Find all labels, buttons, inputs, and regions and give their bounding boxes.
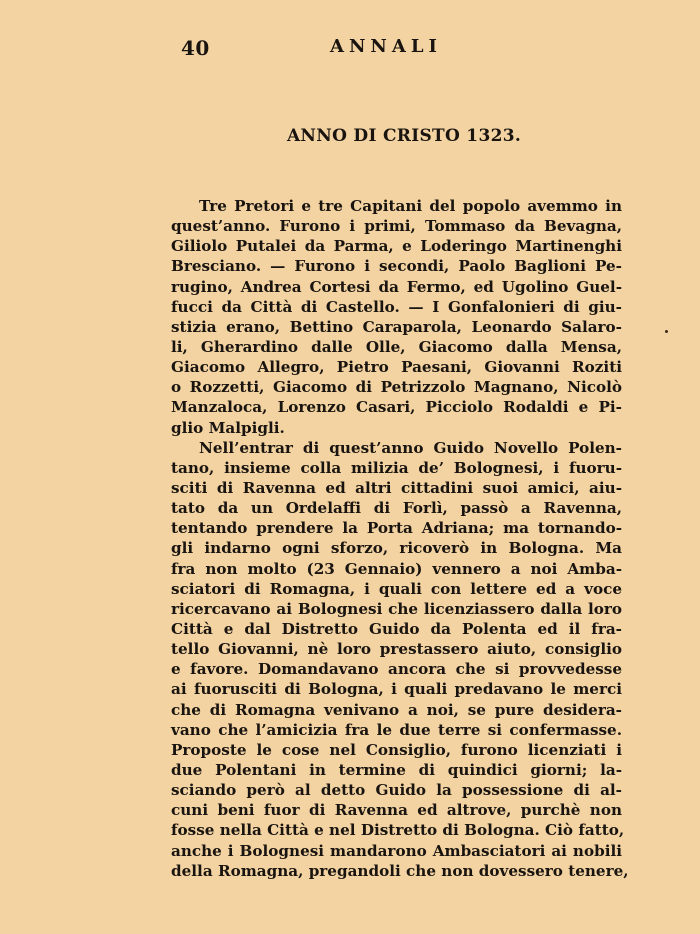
- text-line: gli indarno ogni sforzo, ricoverò in Bologna. Ma: [171, 539, 622, 558]
- text-line: rugino, Andrea Cortesi da Fermo, ed Ugolino Guel-: [171, 277, 622, 296]
- text-line: Tre Pretori e tre Capitani del popolo avemmo in: [199, 197, 622, 215]
- text-line: cuni beni fuor di Ravenna ed altrove, purchè non: [171, 801, 622, 820]
- text-line: sciando però al detto Guido la possessione di al-: [171, 781, 622, 800]
- text-line: sciatori di Romagna, i quali con lettere ed a voce: [171, 579, 622, 598]
- paragraph-2: [171, 438, 629, 881]
- text-line: stizia erano, Bettino Caraparola, Leonardo Salaro-: [171, 317, 622, 336]
- text-line: ricercavano ai Bolognesi che licenziassero dalla loro: [171, 599, 622, 618]
- text-line: Giacomo Allegro, Pietro Paesani, Giovanni Roziti: [171, 358, 622, 377]
- text-line: due Polentani in termine di quindici giorni; la-: [171, 760, 622, 779]
- text-line: tentando prendere la Porta Adriana; ma tornando-: [171, 519, 622, 538]
- text-line: tello Giovanni, nè loro prestassero aiuto, consiglio: [171, 640, 622, 659]
- text-line: li, Gherardino dalle Olle, Giacomo dalla Mensa,: [171, 337, 622, 356]
- page-number: 40: [181, 36, 210, 60]
- text-line: o Rozzetti, Giacomo di Petrizzolo Magnano, Nicolò: [171, 378, 622, 397]
- text-line: fra non molto (23 Gennaio) vennero a noi Amba-: [171, 559, 622, 578]
- text-line: della Romagna, pregandoli che non dovessero tenere,: [171, 861, 629, 880]
- text-line: fucci da Città di Castello. — I Gonfalonieri di giu-: [171, 297, 622, 316]
- text-line: Nell’entrar di quest’anno Guido Novello Polen-: [199, 438, 622, 457]
- text-line: sciti di Ravenna ed altri cittadini suoi amici, aiu-: [171, 478, 622, 497]
- text-line: Città e dal Distretto Guido da Polenta ed il fra-: [171, 619, 622, 638]
- running-head: [0, 36, 700, 60]
- text-line: anche i Bolognesi mandarono Ambasciatori ai nobili: [171, 841, 622, 860]
- body-text: [171, 196, 629, 881]
- text-line: Manzaloca, Lorenzo Casari, Picciolo Rodaldi e Pi-: [171, 398, 622, 417]
- chapter-title: ANNO DI CRISTO 1323.: [286, 126, 522, 146]
- text-line: Proposte le cose nel Consiglio, furono licenziati i: [171, 740, 622, 759]
- text-line: Giliolo Putalei da Parma, e Loderingo Martinenghi: [171, 237, 622, 256]
- text-line: e favore. Domandavano ancora che si provvedesse: [171, 660, 622, 679]
- text-line: tano, insieme colla milizia de’ Bolognesi, i fuoru-: [171, 458, 622, 477]
- text-line: tato da un Ordelaffi di Forlì, passò a Ravenna,: [171, 499, 622, 518]
- paper-speck: [665, 330, 668, 333]
- text-line: glio Malpigli.: [171, 418, 285, 437]
- text-line: fosse nella Città e nel Distretto di Bologna. Ciò fatto,: [171, 821, 625, 840]
- text-line: Bresciano. — Furono i secondi, Paolo Baglioni Pe-: [171, 257, 622, 276]
- text-line: ai fuorusciti di Bologna, i quali predavano le merci: [171, 680, 622, 699]
- text-line: quest’anno. Furono i primi, Tommaso da Bevagna,: [171, 217, 622, 236]
- text-line: vano che l’amicizia fra le due terre si confermasse.: [171, 720, 622, 739]
- paragraph-1: [171, 196, 622, 438]
- text-line: che di Romagna venivano a noi, se pure desidera-: [171, 700, 622, 719]
- running-title: ANNALI: [330, 36, 442, 57]
